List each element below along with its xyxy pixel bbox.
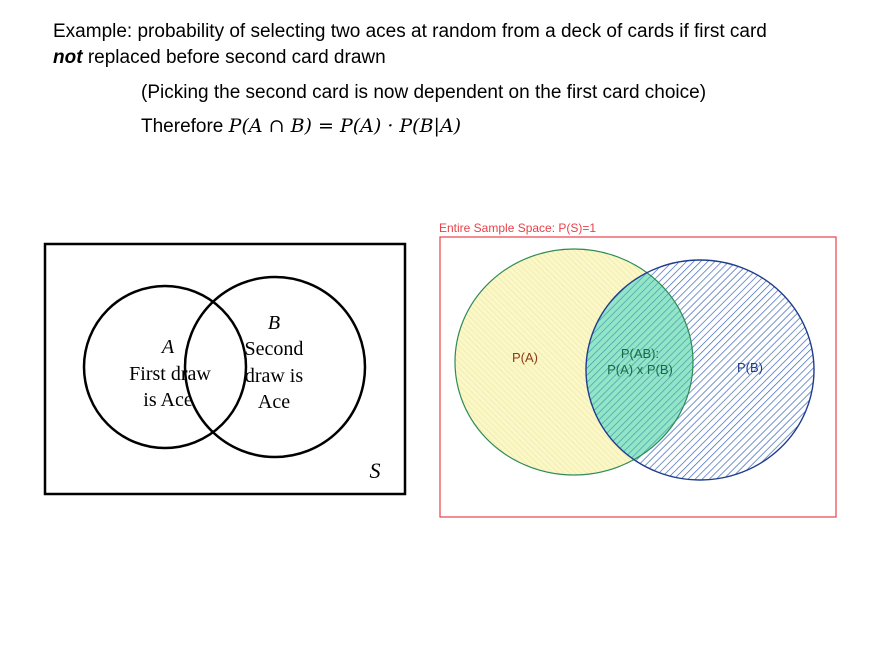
label-a: A — [161, 336, 175, 358]
label-pab-1: P(AB): — [620, 346, 660, 361]
label-b-desc-1: Second — [244, 338, 304, 360]
label-a-desc-1: First draw — [129, 363, 211, 385]
label-b: B — [267, 312, 281, 334]
dependence-note: (Picking the second card is now dependent on the first card choice) — [141, 82, 707, 103]
label-pb: P(B) — [737, 360, 763, 375]
sample-space-title: Entire Sample Space: P(S)=1 — [439, 221, 597, 235]
formula-prefix: Therefore — [141, 116, 229, 137]
formula: P(A ∩ B) = P(A) · P(B|A) — [228, 115, 462, 137]
example-line-1: Example: probability of selecting two aces at random from a deck of cards if first card — [53, 21, 767, 42]
label-b-desc-2: draw is — [244, 365, 304, 387]
example-line-2-rest: replaced before second card drawn — [82, 47, 386, 68]
label-a-desc-2: is Ace — [143, 389, 193, 411]
label-pab-2: P(A) x P(B) — [607, 362, 673, 377]
label-b-desc-3: Ace — [257, 391, 291, 413]
label-s: S — [369, 458, 381, 483]
label-pa: P(A) — [512, 350, 538, 365]
emphasis-not: not — [53, 47, 83, 68]
